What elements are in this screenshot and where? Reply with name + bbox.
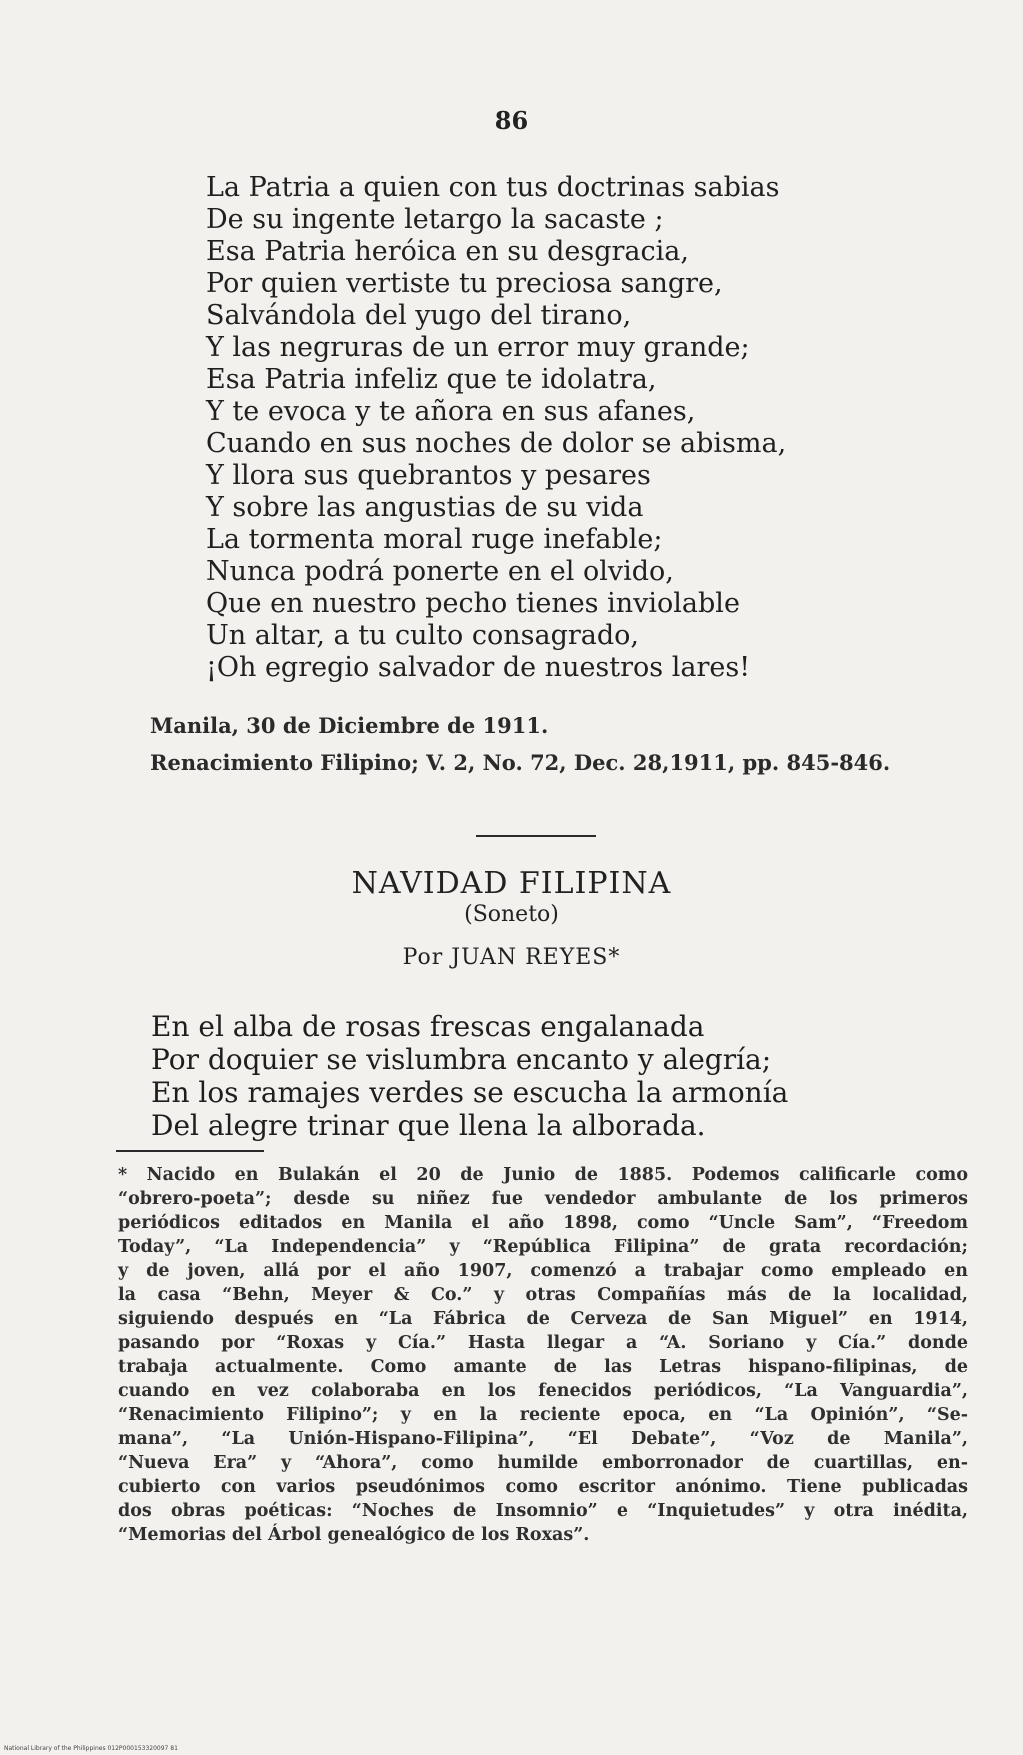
sonnet-stanza [151, 1010, 951, 1142]
poem-line: Y sobre las angustias de su vida [206, 492, 644, 523]
footnote-line: trabaja actualmente. Como amante de las Letras hispano-filipinas, de [118, 1357, 968, 1377]
footnote-line: cuando en vez colaboraba en los fenecidos periódicos, “La Vanguardia”, [118, 1381, 968, 1401]
scan-footer: National Library of the Philippines 012P000153320097 81 [4, 1745, 178, 1752]
footnote-line: pasando por “Roxas y Cía.” Hasta llegar a “A. Soriano y Cía.” donde [118, 1333, 968, 1353]
poem-line: Esa Patria heróica en su desgracia, [206, 236, 689, 267]
poem-line: La tormenta moral ruge inefable; [206, 524, 663, 555]
poem-line: Y las negruras de un error muy grande; [206, 332, 750, 363]
footnote-line: “Nueva Era” y “Ahora”, como humilde emborronador de cuartillas, en- [118, 1453, 968, 1473]
footnote-line: y de joven, allá por el año 1907, comenzó a trabajar como empleado en [118, 1261, 968, 1281]
footnote-line: la casa “Behn, Meyer & Co.” y otras Compañías más de la localidad, [118, 1285, 968, 1305]
author-footnote [118, 1163, 968, 1547]
footnote-line: “Renacimiento Filipino”; y en la reciente epoca, en “La Opinión”, “Se- [118, 1405, 968, 1425]
poem-line: De su ingente letargo la sacaste ; [206, 204, 664, 235]
footnote-line: dos obras poéticas: “Noches de Insomnio” e “Inquietudes” y otra inédita, [118, 1501, 968, 1521]
poem-stanza [206, 172, 906, 684]
page-number: 86 [494, 106, 529, 135]
section-divider [476, 835, 596, 837]
sonnet-subtitle: (Soneto) [464, 902, 559, 927]
author-byline: Por JUAN REYES* [402, 945, 621, 970]
footnote-line: cubierto con varios pseudónimos como escritor anónimo. Tiene publicadas [118, 1477, 968, 1497]
poem-line: Por quien vertiste tu preciosa sangre, [206, 268, 723, 299]
poem-line: Nunca podrá ponerte en el olvido, [206, 556, 674, 587]
footnote-line: Today”, “La Independencia” y “República Filipina” de grata recordación; [118, 1237, 968, 1257]
sonnet-line: Del alegre trinar que llena la alborada. [151, 1109, 706, 1142]
footnote-line: periódicos editados en Manila el año 1898, como “Uncle Sam”, “Freedom [118, 1213, 968, 1233]
poem-line: Salvándola del yugo del tirano, [206, 300, 632, 331]
source-citation: Renacimiento Filipino; V. 2, No. 72, Dec. 28,1911, pp. 845-846. [150, 750, 891, 775]
poem-line: Esa Patria infeliz que te idolatra, [206, 364, 657, 395]
poem-line: La Patria a quien con tus doctrinas sabias [206, 172, 780, 203]
poem-line: Que en nuestro pecho tienes inviolable [206, 588, 740, 619]
footnote-line: “Memorias del Árbol genealógico de los Roxas”. [118, 1525, 590, 1545]
sonnet-line: En los ramajes verdes se escucha la armonía [151, 1076, 789, 1109]
sonnet-line: En el alba de rosas frescas engalanada [151, 1010, 705, 1043]
sonnet-line: Por doquier se vislumbra encanto y alegría; [151, 1043, 772, 1076]
footnote-line: * Nacido en Bulakán el 20 de Junio de 1885. Podemos calificarle como [118, 1165, 968, 1185]
footnote-line: “obrero-poeta”; desde su niñez fue vendedor ambulante de los primeros [118, 1189, 968, 1209]
poem-line: ¡Oh egregio salvador de nuestros lares! [206, 652, 751, 683]
poem-line: Cuando en sus noches de dolor se abisma, [206, 428, 787, 459]
poem-line: Y llora sus quebrantos y pesares [206, 460, 651, 491]
poem-line: Un altar, a tu culto consagrado, [206, 620, 639, 651]
footnote-line: mana”, “La Unión-Hispano-Filipina”, “El Debate”, “Voz de Manila”, [118, 1429, 968, 1449]
dateline: Manila, 30 de Diciembre de 1911. [150, 713, 549, 738]
poem-line: Y te evoca y te añora en sus afanes, [206, 396, 696, 427]
sonnet-title: NAVIDAD FILIPINA [351, 866, 672, 901]
footnote-line: siguiendo después en “La Fábrica de Cerveza de San Miguel” en 1914, [118, 1309, 968, 1329]
footnote-divider [116, 1150, 264, 1152]
